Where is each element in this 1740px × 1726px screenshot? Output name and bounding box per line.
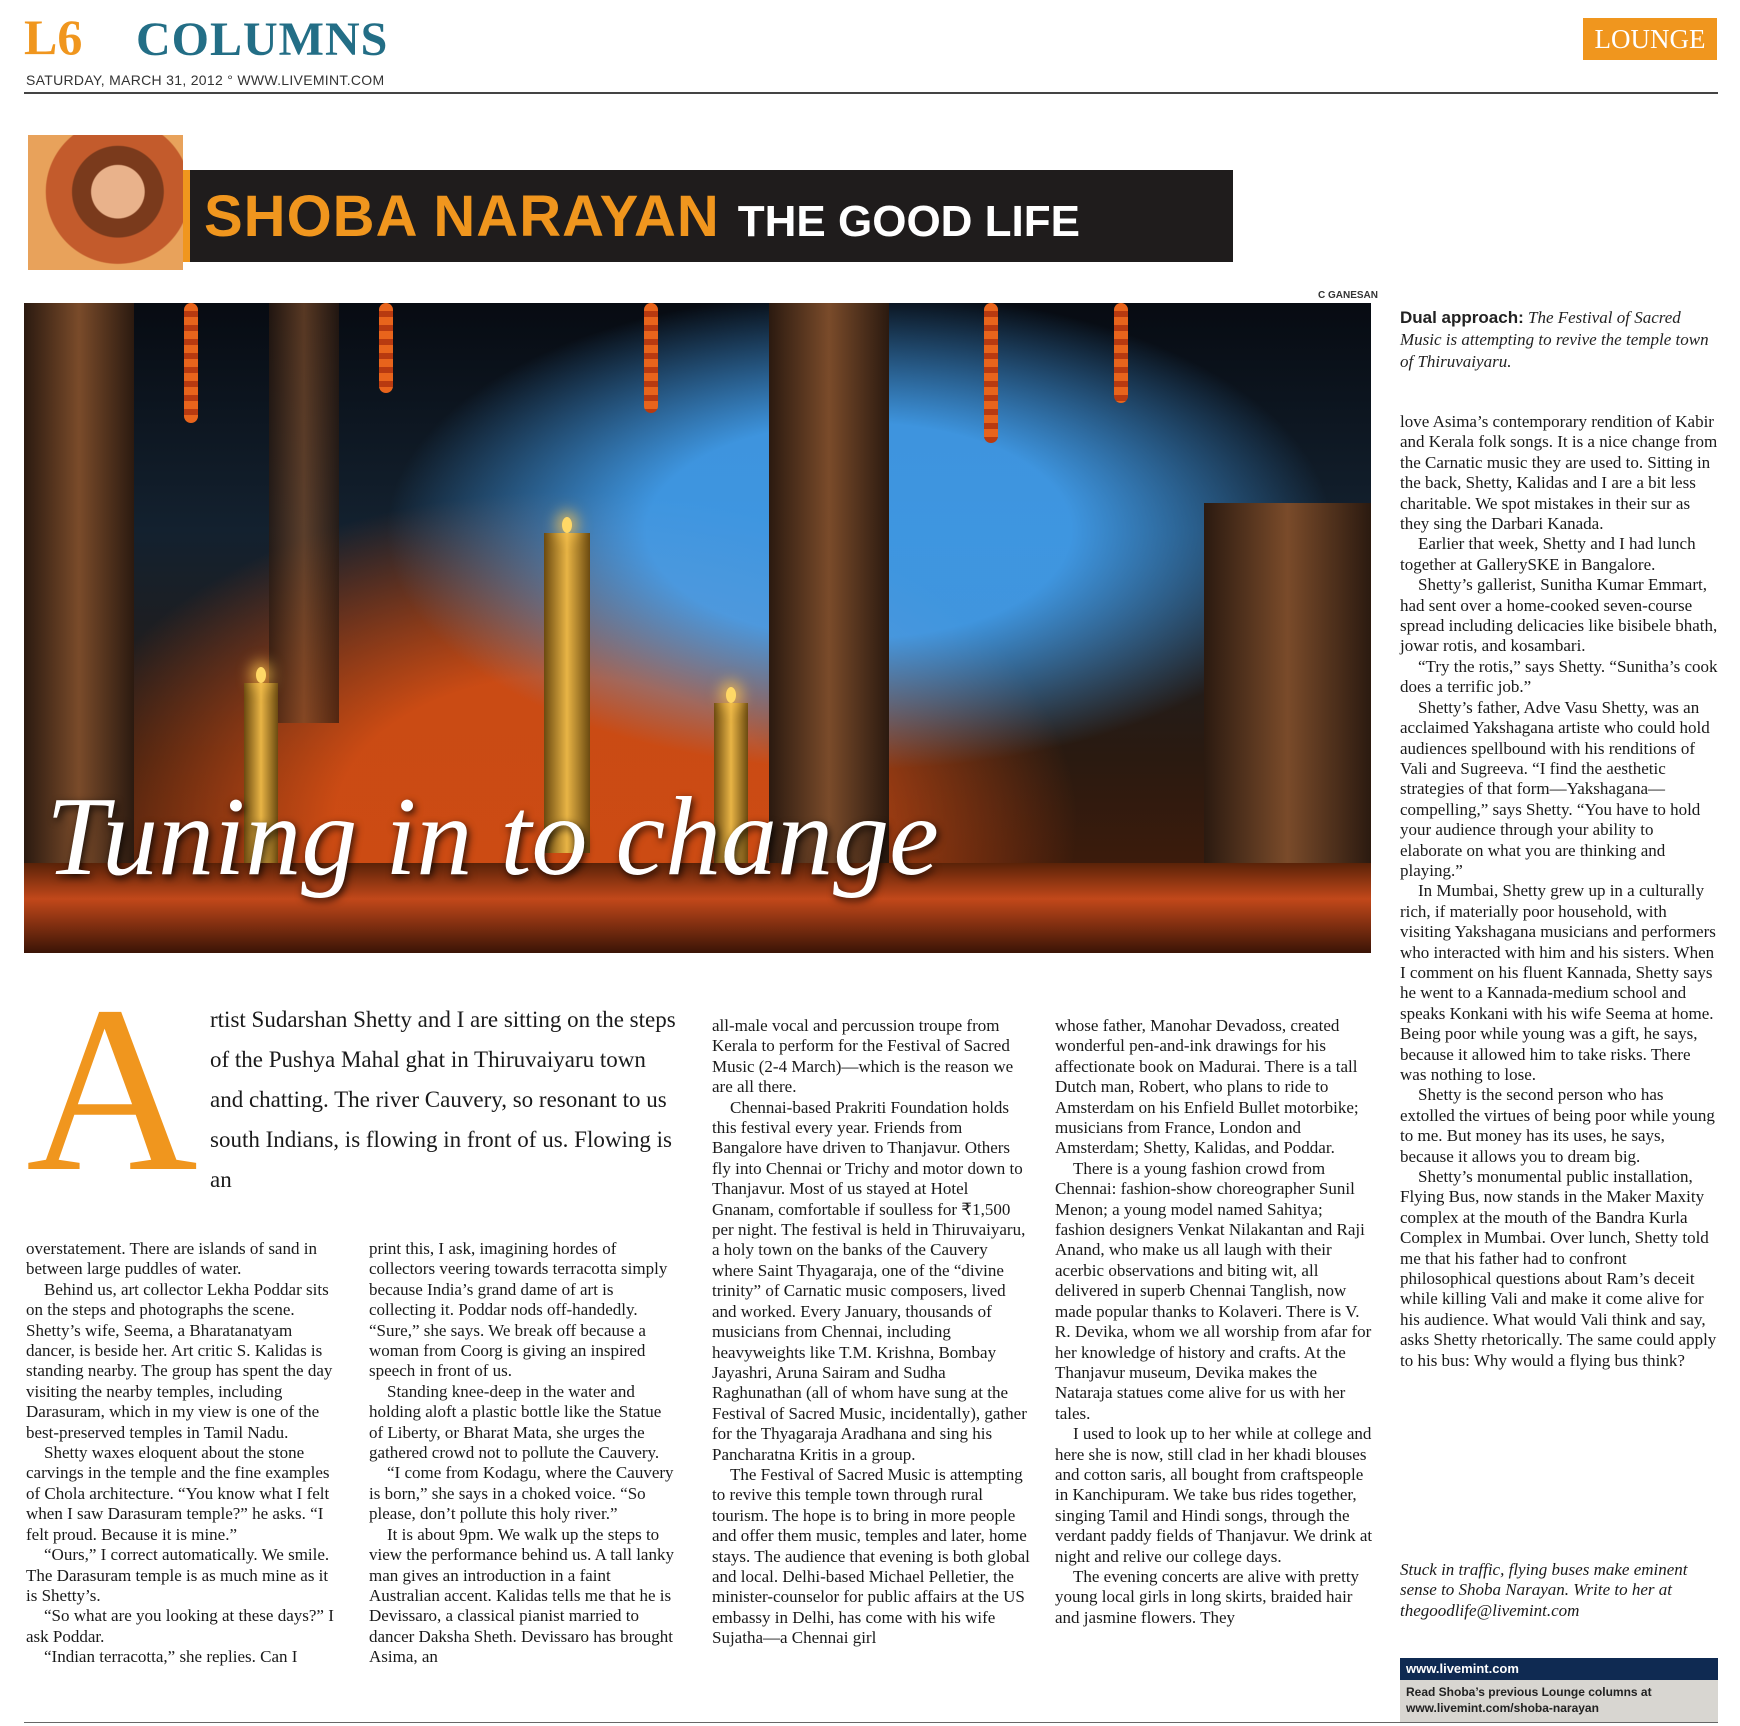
paragraph: Shetty’s father, Adve Vasu Shetty, was an acclaimed Yakshagana artiste who could hold audiences spellbound with his renditions of Vali and Sugreeva. “I find the aesthetic strategies of that form—Yakshagana—compelling,” says Shetty. “You have to hold your audience through your ability to elaborate on what you are thinking and playing.” (1400, 697, 1710, 880)
article-column-5 (1400, 412, 1718, 1371)
page-code: L6 (24, 9, 83, 65)
masthead-rule (24, 92, 1718, 94)
paragraph: Shetty’s gallerist, Sunitha Kumar Emmart, had sent over a home-cooked seven-course spread including delicacies like bisibele bhath, jowar rotis, and kosambari. (1400, 575, 1718, 656)
lead-paragraph: rtist Sudarshan Shetty and I are sitting on the steps of the Pushya Mahal ghat in Thiruvaiyaru town and chatting. The river Cauvery, so resonant to us south Indians, is flowing in front of us. Flowing is an (210, 1007, 676, 1192)
author-tagline: Stuck in traffic, flying buses make eminent sense to Shoba Narayan. Write to her at thegoodlife@livemint.com (1400, 1560, 1688, 1620)
photo-garland (984, 303, 998, 443)
photo-garland (379, 303, 393, 393)
photo-garland (184, 303, 198, 423)
paragraph: It is about 9pm. We walk up the steps to view the performance behind us. A tall lanky man gives an introduction in a faint Australian accent. Kalidas tells me that he is Devissaro, a classical pianist married to dancer Daksha Sheth. Devissaro has brought Asima, an (369, 1524, 674, 1667)
hero-photo (24, 303, 1371, 953)
paragraph: Behind us, art collector Lekha Poddar sits on the steps and photographs the scene. Shetty’s wife, Seema, a Bharatanatyam dancer, is beside her. Art critic S. Kalidas is standing nearby. The group has spent the day visiting the nearby temples, including Darasuram, which in my view is one of the best-preserved temples in Tamil Nadu. (26, 1279, 333, 1442)
drop-cap: A (26, 958, 198, 1221)
paragraph: Chennai-based Prakriti Foundation holds this festival every year. Friends from Bangalore have driven to Thanjavur. Others fly into Chennai or Trichy and motor down to Thanjavur. Most of us stayed at Hotel Gnanam, comfortable if soulless for ₹1,500 per night. The festival is held in Thiruvaiyaru, a holy town on the banks of the Cauvery where Saint Thyagaraja, one of the “divine trinity” of Carnatic music composers, lived and worked. Every January, thousands of musicians from Chennai, including heavyweights like T.M. Krishna, Bombay Jayashri, Aruna Sairam and Sudha Raghunathan (all of whom have sung at the Festival of Sacred Music, incidentally), gather for the Thyagaraja Aradhana and sing his Pancharatna Kritis in a group. (712, 1097, 1027, 1464)
article-column-1 (26, 1239, 336, 1668)
paragraph: The Festival of Sacred Music is attempting to revive this temple town through rural tourism. The hope is to bring in more people and offer them music, temples and later, home stays. The audience that evening is both global and local. Delhi-based Michael Pelletier, the minister-counselor for public affairs at the US embassy in Delhi, has come with his wife Sujatha—a Chennai girl (712, 1464, 1030, 1648)
web-promo-box (1400, 1658, 1718, 1718)
photo-pillar (269, 303, 339, 723)
lounge-badge: LOUNGE (1583, 18, 1717, 60)
paragraph: whose father, Manohar Devadoss, created wonderful pen-and-ink drawings for his affectionate book on Madurai. There is a tall Dutch man, Robert, who plans to ride to Amsterdam on his Enfield Bullet motorbike; musicians from France, London and Amsterdam; Shetty, Kalidas, and Poddar. (1055, 1016, 1359, 1158)
photo-caption (1400, 307, 1710, 373)
photo-garland (1114, 303, 1128, 403)
paragraph: “Indian terracotta,” she replies. Can I (44, 1647, 298, 1667)
article-column-3 (712, 1016, 1032, 1649)
article-column-4 (1055, 1016, 1375, 1628)
paragraph: Standing knee-deep in the water and holding aloft a plastic bottle like the Statue of Liberty, or Bharat Mata, she urges the gathered crowd not to pollute the Cauvery. (369, 1381, 662, 1463)
paragraph: “I come from Kodagu, where the Cauvery is born,” she says in a choked voice. “So please, don’t pollute this holy river.” (369, 1463, 674, 1524)
paragraph: overstatement. There are islands of sand in between large puddles of water. (26, 1239, 317, 1279)
photo-flame (562, 517, 572, 533)
paragraph: “Try the rotis,” says Shetty. “Sunitha’s cook does a terrific job.” (1400, 656, 1718, 697)
columnist-name: SHOBA NARAYAN (204, 183, 720, 249)
section-title: COLUMNS (136, 13, 389, 66)
paragraph: all-male vocal and percussion troupe from Kerala to perform for the Festival of Sacred Music (2-4 March)—which is the reason we are all there. (712, 1016, 1014, 1097)
paragraph: There is a young fashion crowd from Chennai: fashion-show choreographer Sunil Menon; a young model named Sahitya; fashion designers Venkat Nilakantan and Raji Anand, who make us all laugh with their acerbic observations and biting wit, all delivered in superb Chennai Tanglish, now made popular thanks to Kolaveri. There is V. R. Devika, whom we all worship from afar for her knowledge of history and crafts. At the Thanjavur museum, Devika makes the Nataraja statues come alive for us with her tales. (1055, 1158, 1372, 1423)
web-promo-text: Read Shoba’s previous Lounge columns at www.livemint.com/shoba-narayan (1400, 1680, 1718, 1722)
paragraph: I used to look up to her while at college and here she is now, still clad in her khadi blouses and cotton saris, all bought from craftspeople in Kanchipuram. We take bus rides together, singing Tamil and Hindi songs, through the verdant paddy fields of Thanjavur. We drink at night and relive our college days. (1055, 1424, 1373, 1566)
paragraph: Shetty waxes eloquent about the stone carvings in the temple and the fine examples of Chola architecture. “You know what I felt when I saw Darasuram temple?” he asks. “I felt proud. Because it is mine.” (26, 1443, 330, 1544)
caption-label: Dual approach: (1400, 308, 1524, 327)
photo-flame (256, 667, 266, 683)
paragraph: “Ours,” I correct automatically. We smile. The Darasuram temple is as much mine as it is Shetty’s. (26, 1545, 330, 1605)
paragraph: print this, I ask, imagining hordes of collectors veering towards terracotta simply because India’s grand dame of art is collecting it. Poddar nods off-handedly. “Sure,” she says. We break off because a woman from Coorg is giving an inspired speech in front of us. (369, 1239, 668, 1381)
caption-text: The Festival of Sacred Music is attempting to revive the temple town of Thiruvaiyaru. (1400, 308, 1709, 371)
web-promo-url[interactable]: www.livemint.com (1400, 1658, 1718, 1680)
paragraph: Earlier that week, Shetty and I had lunch together at GallerySKE in Bangalore. (1400, 534, 1696, 574)
columnist-portrait (28, 135, 183, 270)
paragraph: In Mumbai, Shetty grew up in a culturally rich, if materially poor household, with visiting Yakshagana musicians and performers who interacted with him and his sisters. When I comment on his fluent Kannada, Shetty says he went to a Kannada-medium school and speaks Konkani with his wife Seema at home. Being poor while young was a gift, he says, because it allowed him to take risks. There was nothing to lose. (1400, 881, 1716, 1084)
columnist-band (183, 170, 1233, 262)
photo-flame (726, 687, 736, 703)
dateline: SATURDAY, MARCH 31, 2012 ° WWW.LIVEMINT.COM (26, 72, 385, 88)
paragraph: “So what are you looking at these days?” I ask Poddar. (26, 1606, 334, 1646)
paragraph: The evening concerts are alive with pretty young local girls in long skirts, braided hair and jasmine flowers. They (1055, 1566, 1360, 1627)
article-column-2 (369, 1239, 679, 1668)
photo-credit: C GANESAN (1318, 290, 1379, 301)
bottom-rule (24, 1722, 1718, 1723)
band-accent (183, 170, 190, 262)
headline: Tuning in to change (46, 775, 939, 899)
paragraph: love Asima’s contemporary rendition of Kabir and Kerala folk songs. It is a nice change from the Carnatic music they are used to. Sitting in the back, Shetty, Kalidas and I are a bit less charitable. We spot mistakes in their sur as they sing the Darbari Kanada. (1400, 412, 1718, 534)
photo-garland (644, 303, 658, 413)
paragraph: Shetty is the second person who has extolled the virtues of being poor while young to me. But money has its uses, he says, because it allows you to dream big. (1400, 1085, 1715, 1166)
paragraph: Shetty’s monumental public installation, Flying Bus, now stands in the Maker Maxity complex at the mouth of the Bandra Kurla Complex in Mumbai. Over lunch, Shetty told me that his father had to confront philosophical questions about Ram’s deceit while killing Vali and make it come alive for his audience. What would Vali think and say, asks Shetty rhetorically. The same could apply to his bus: Why would a flying bus think? (1400, 1167, 1717, 1370)
column-name: THE GOOD LIFE (737, 197, 1081, 246)
